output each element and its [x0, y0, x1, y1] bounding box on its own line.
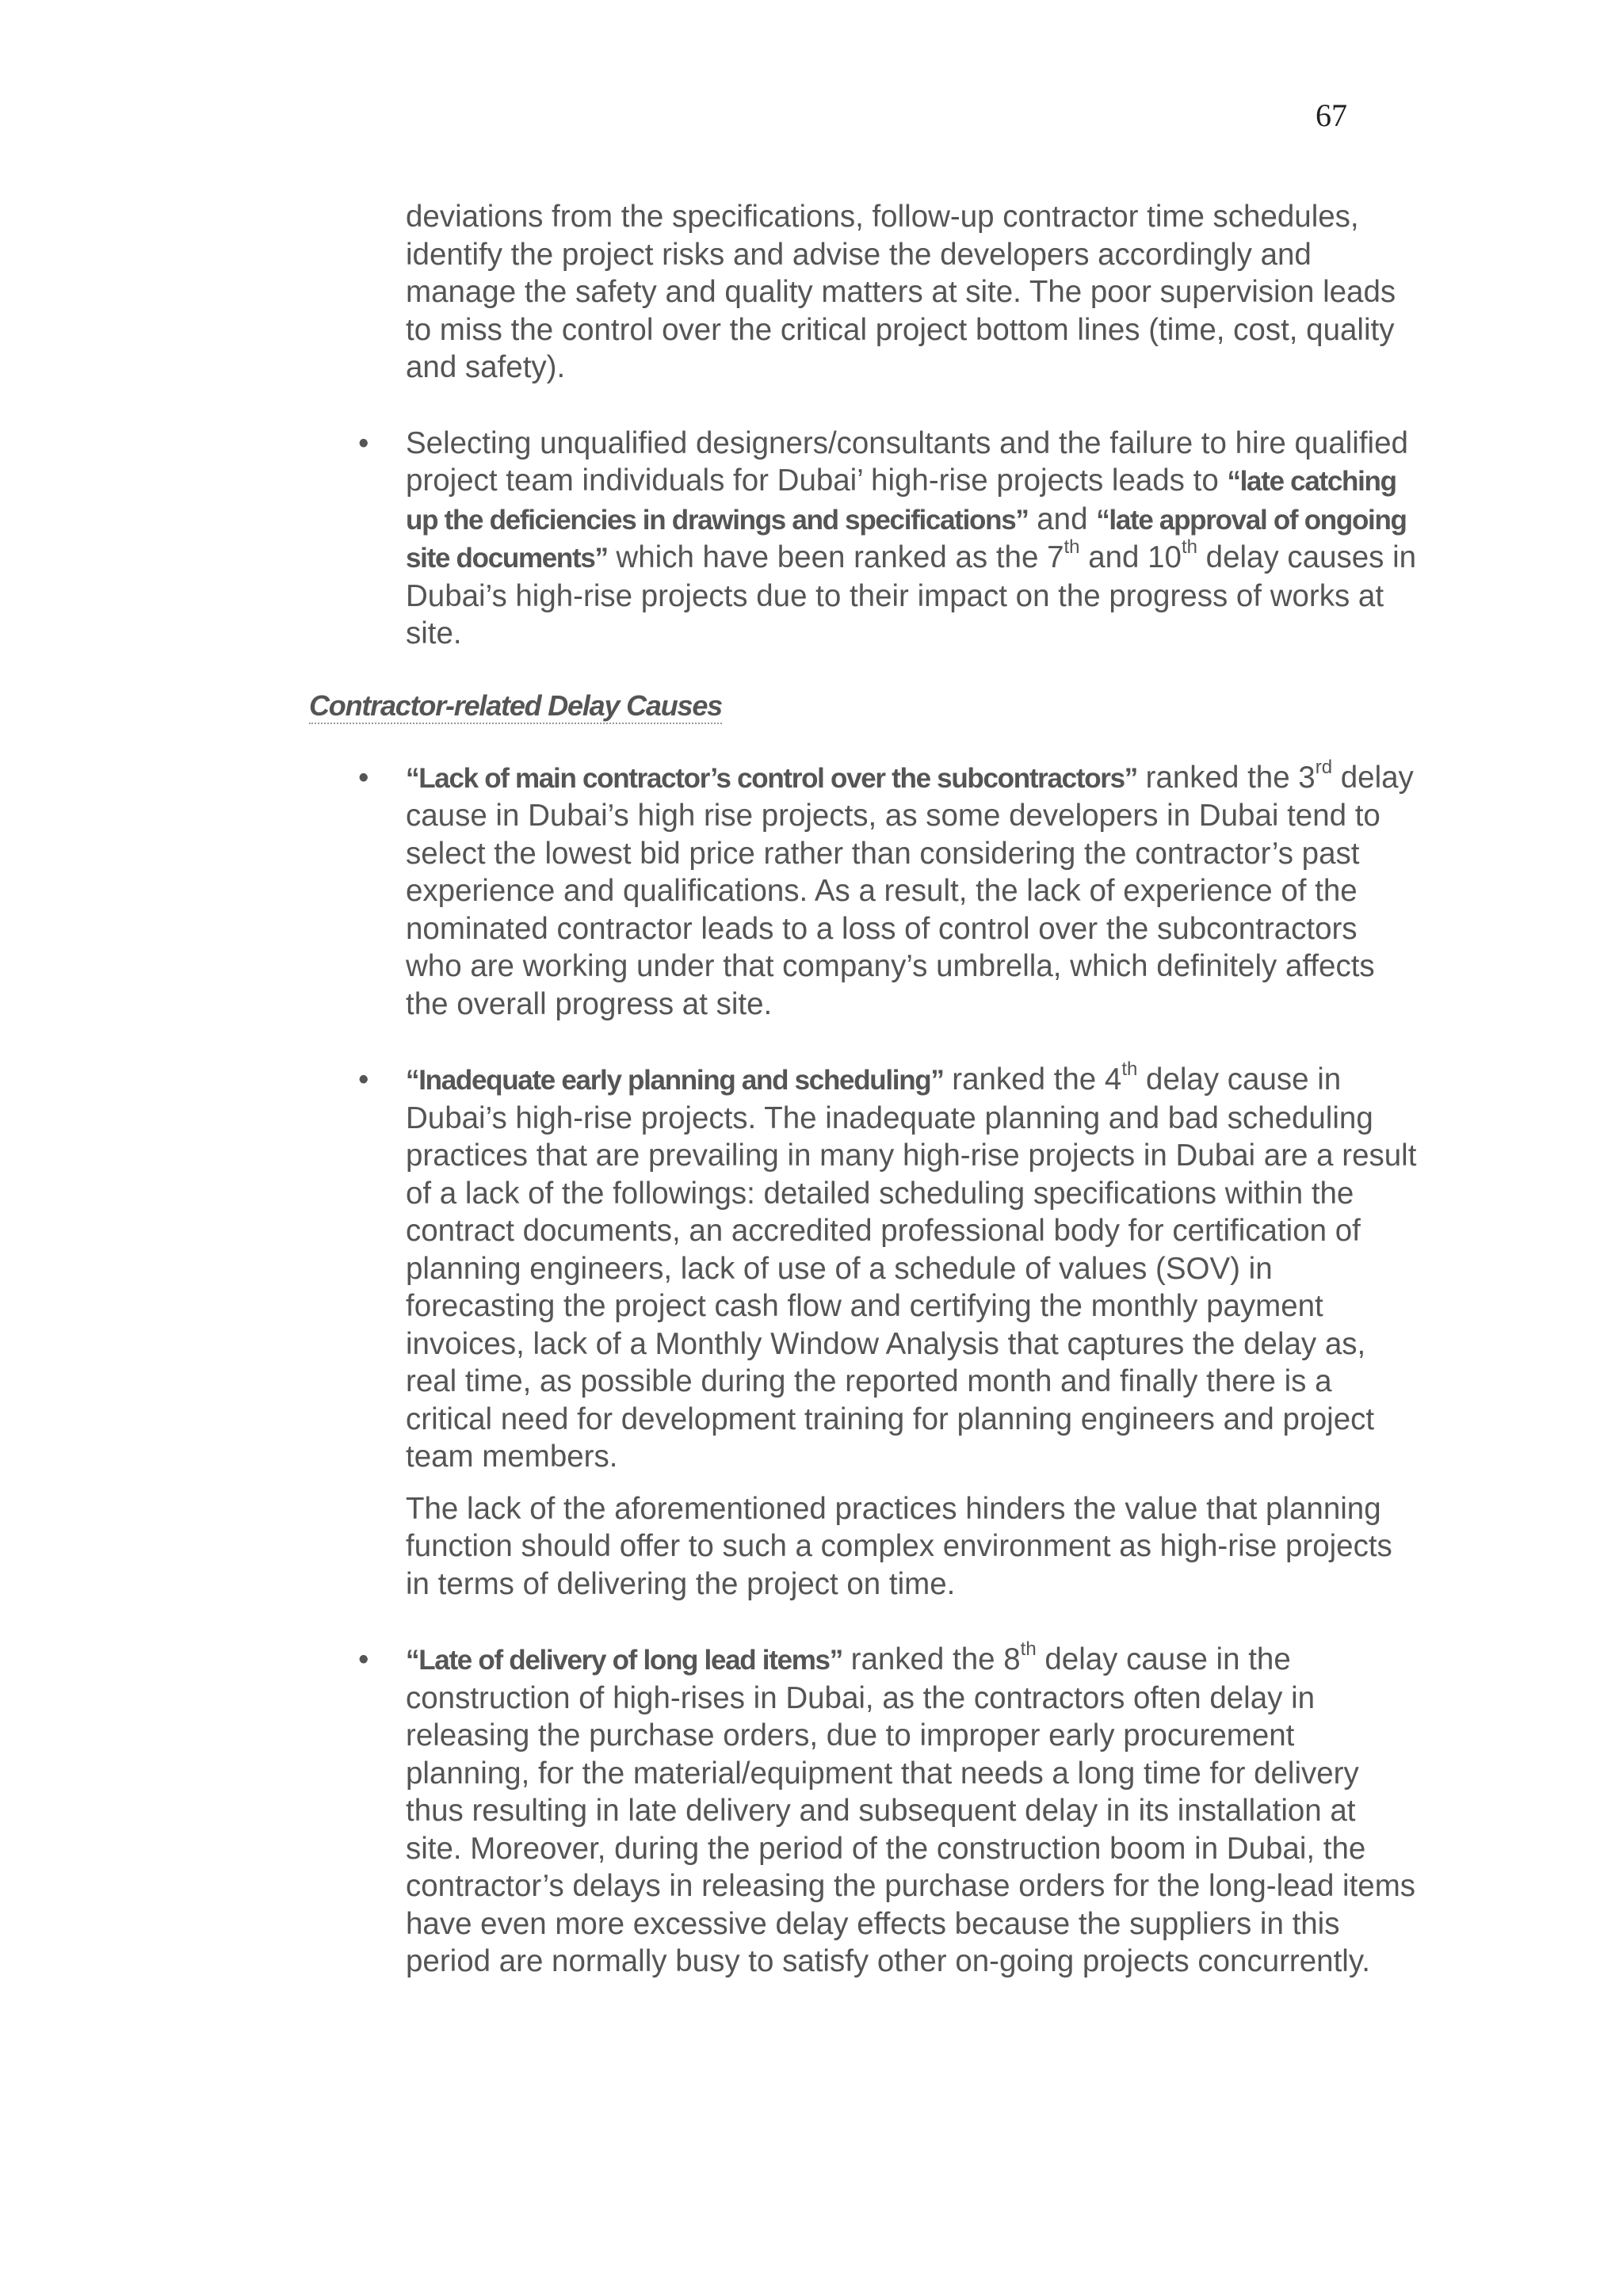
bullet-text: delay causes in Dubai’s high-rise projects due to their impact on the progress of works at site.: [406, 540, 1417, 650]
superscript: th: [1181, 536, 1197, 559]
bullet-icon: •: [358, 1642, 369, 1676]
bullet-text: ranked the 8: [842, 1642, 1021, 1676]
superscript: th: [1121, 1058, 1138, 1081]
bullet-icon: •: [358, 425, 369, 460]
superscript: rd: [1315, 756, 1333, 778]
bullet-text: ranked the 3: [1136, 760, 1316, 795]
page-number: 67: [1316, 97, 1347, 133]
bullet-item-planning: [309, 1058, 1419, 1476]
bold-quote: “Lack of main contractor’s control over the subcontractors”: [406, 762, 1137, 794]
bullet-text: Selecting unqualified designers/consultants and the failure to hire qualified project team individuals for Dubai’ high-rise projects leads to: [406, 425, 1408, 498]
superscript: th: [1064, 536, 1080, 559]
bold-quote: “late catching up the deficiencies in drawings and specifications”: [406, 466, 1396, 536]
bold-quote: “Inadequate early planning and scheduling”: [406, 1065, 944, 1096]
bullet-text: and 10: [1079, 540, 1182, 574]
follow-paragraph: The lack of the aforementioned practices hinders the value that planning function should offer to such a complex environment as high-rise projects in terms of delivering the project on time.: [406, 1491, 1392, 1601]
bullet-text: delay cause in Dubai’s high rise projects, as some developers in Dubai tend to select the lowest bid price rather than considering the contractor’s past experience and qualifications. As a result, the lack of experience of the nominated contractor leads to a loss of control over the subcontractors who are working under that company’s umbrella, which definitely affects the overall progress at site.: [406, 760, 1414, 1021]
intro-paragraph: deviations from the specifications, follow-up contractor time schedules, identify the project risks and advise the developers accordingly and manage the safety and quality matters at site. The poor supervision leads to miss the control over the critical project bottom lines (time, cost, quality and safety).: [406, 200, 1396, 384]
bullet-text: delay cause in the construction of high-rises in Dubai, as the contractors often delay in releasing the purchase orders, due to improper early procurement planning, for the material/equipment that needs a long time for delivery thus resulting in late delivery and subsequent delay in its installation at site. Moreover, during the period of the construction boom in Dubai, the contractor’s delays in releasing the purchase orders for the long-lead items have even more excessive delay effects because the suppliers in this period are normally busy to satisfy other on-going projects concurrently.: [406, 1642, 1416, 1978]
bullet-item-designers: [309, 425, 1419, 653]
bullet-icon: •: [358, 760, 369, 795]
bullet-text: delay cause in Dubai’s high-rise projects. The inadequate planning and bad scheduling practices that are prevailing in many high-rise projects in Dubai are a result of a lack of the followings: detailed scheduling specifications within the contract documents, an accredited professional body for certification of planning engineers, lack of use of a schedule of values (SOV) in forecasting the project cash flow and certifying the monthly payment invoices, lack of a Monthly Window Analysis that captures the delay as, real time, as possible during the reported month and finally there is a critical need for development training for planning engineers and project team members.: [406, 1062, 1417, 1474]
bullet-text: ranked the 4: [943, 1062, 1122, 1097]
bullet-item-long-lead: [309, 1638, 1419, 1981]
bullet-text: and: [1028, 502, 1097, 536]
bullet-text: which have been ranked as the 7: [607, 540, 1064, 574]
section-heading: Contractor-related Delay Causes: [309, 689, 722, 724]
document-body: [309, 198, 1419, 1981]
bold-quote: “late approval of ongoing site documents”: [406, 504, 1407, 574]
bullet-item-subcontractor-control: [309, 756, 1419, 1024]
superscript: th: [1020, 1638, 1037, 1661]
bullet-icon: •: [358, 1062, 369, 1097]
bold-quote: “Late of delivery of long lead items”: [406, 1645, 842, 1676]
